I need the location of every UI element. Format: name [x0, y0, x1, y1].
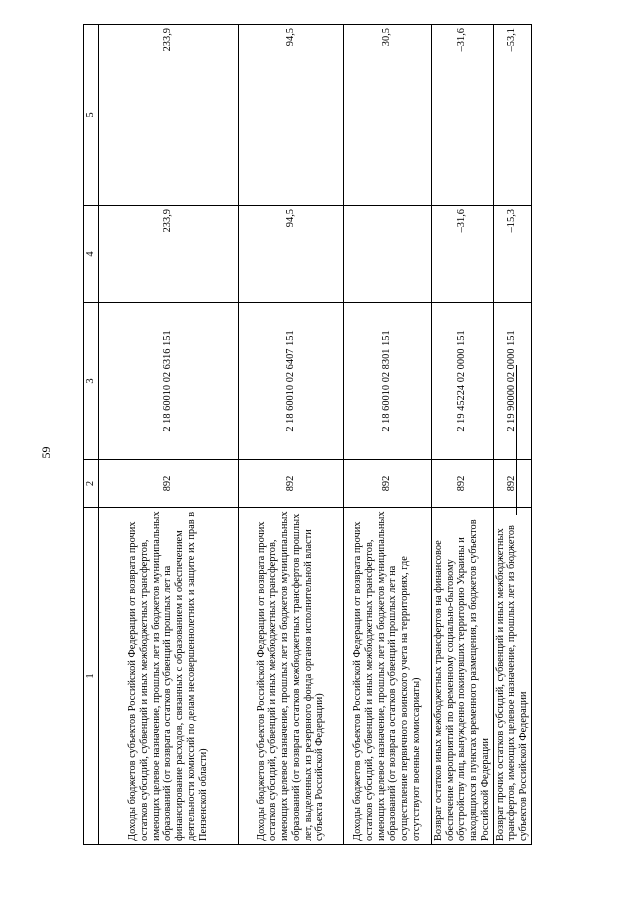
footnote-divider: [516, 365, 517, 515]
row-kbk-cell: 2 19 90000 02 0000 151: [493, 303, 531, 460]
header-col-2: 2: [84, 460, 99, 508]
table-row: [98, 25, 238, 845]
table-row: [238, 25, 343, 845]
row-code-cell: 892: [431, 460, 493, 508]
header-col-1: 1: [84, 508, 99, 845]
row-kbk-cell: 2 18 60010 02 8301 151: [343, 303, 431, 460]
row-col4-cell: 233,9: [98, 206, 238, 303]
row-kbk-cell: 2 18 60010 02 6407 151: [238, 303, 343, 460]
row-col5-cell: 94,5: [238, 25, 343, 206]
row-name-cell: Возврат остатков иных межбюджетных трансфертов на финансовое обеспечение мероприятий по временному социально-бытовому обустройству лиц, вынужденно покинувших территорию Украины и находящихся в пунктах временного размещения, из бюджетов субъектов Российской Федерации: [431, 508, 493, 845]
header-col-3: 3: [84, 303, 99, 460]
row-code-cell: 892: [493, 460, 531, 508]
header-col-4: 4: [84, 206, 99, 303]
row-col4-cell: [343, 206, 431, 303]
row-name-cell: Возврат прочих остатков субсидий, субвенций и иных межбюджетных трансфертов, имеющих целевое назначение, прошлых лет из бюджетов субъектов Российской Федерации: [493, 508, 531, 845]
page-number: 59: [39, 446, 53, 459]
budget-table: [83, 24, 532, 845]
row-code-cell: 892: [238, 460, 343, 508]
table-row: [493, 25, 531, 845]
row-name-cell: Доходы бюджетов субъектов Российской Федерации от возврата прочих остатков субсидий, субвенций и иных межбюджетных трансфертов, имеющих целевое назначение, прошлых лет из бюджетов муниципальных образований (от возврата остатков субвенций прошлых лет на финансирование расходов, связанных с образованием и обеспечением деятельности комиссий по делам несовершеннолетних и защите их прав в Пензенской области): [98, 508, 238, 845]
row-code-cell: 892: [98, 460, 238, 508]
row-kbk-cell: 2 18 60010 02 6316 151: [98, 303, 238, 460]
row-name-cell: Доходы бюджетов субъектов Российской Федерации от возврата прочих остатков субсидий, субвенций и иных межбюджетных трансфертов, имеющих целевое назначение, прошлых лет из бюджетов муниципальных образований (от возврата остатков межбюджетных трансфертов прошлых лет, выделенных из резервного фонда органов исполнительной власти субъекта Российской Федерации): [238, 508, 343, 845]
row-col5-cell: –53,1: [493, 25, 531, 206]
row-kbk-cell: 2 19 45224 02 0000 151: [431, 303, 493, 460]
table-row: [343, 25, 431, 845]
rotated-page: [39, 28, 530, 845]
row-col4-cell: –15,3: [493, 206, 531, 303]
header-col-5: 5: [84, 25, 99, 206]
row-name-cell: Доходы бюджетов субъектов Российской Федерации от возврата прочих остатков субсидий, субвенций и иных межбюджетных трансфертов, имеющих целевое назначение, прошлых лет из бюджетов муниципальных образований (от возврата остатков субвенций прошлых лет на осуществление первичного воинского учета на территориях, где отсутствуют военные комиссариаты): [343, 508, 431, 845]
row-col4-cell: 94,5: [238, 206, 343, 303]
table-header-row: [84, 25, 99, 845]
row-code-cell: 892: [343, 460, 431, 508]
row-col5-cell: 233,9: [98, 25, 238, 206]
row-col5-cell: 30,5: [343, 25, 431, 206]
table-row: [431, 25, 493, 845]
row-col5-cell: –31,6: [431, 25, 493, 206]
row-col4-cell: –31,6: [431, 206, 493, 303]
